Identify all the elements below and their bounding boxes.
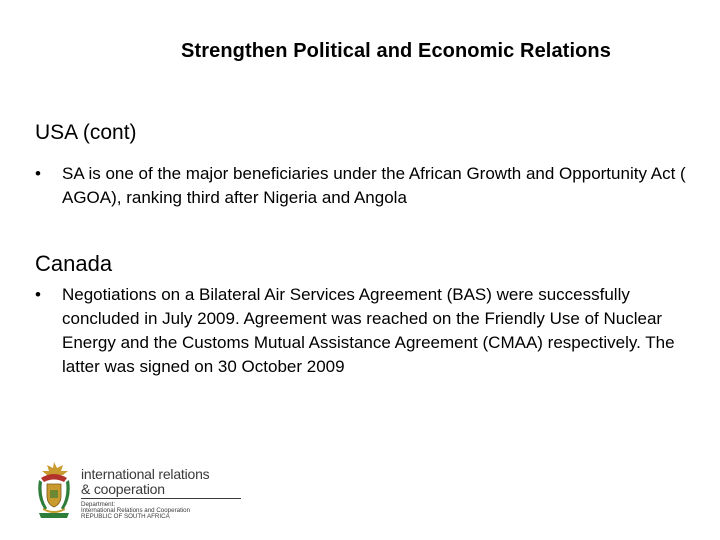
bullet-item-canada: [35, 283, 695, 379]
bullet-marker: •: [35, 164, 41, 183]
dirco-logo: [33, 460, 213, 520]
section-heading-canada: Canada: [35, 251, 113, 276]
logo-country-name: REPUBLIC OF SOUTH AFRICA: [81, 513, 170, 520]
logo-line-international-relations: international relations: [81, 466, 210, 482]
logo-divider: [81, 498, 241, 499]
bullet-item-usa: [35, 162, 695, 210]
coat-of-arms-icon: [33, 460, 75, 520]
bullet-text: Negotiations on a Bilateral Air Services Agreement (BAS) were successfully concluded in July 2009. Agreement was reached on the Friendly Use of Nuclear Energy and the Customs Mutual Assistance Agreement (CMAA) respectively. The latter was signed on 30 October 2009: [62, 285, 675, 376]
bullet-text: SA is one of the major beneficiaries under the African Growth and Opportunity Act ( AGOA), ranking third after Nigeria and Angola: [62, 164, 686, 207]
logo-department-label: Department:: [81, 501, 116, 508]
bullet-marker: •: [35, 285, 41, 304]
section-heading-usa: USA (cont): [35, 121, 137, 144]
logo-department-name: International Relations and Cooperation: [81, 507, 191, 514]
logo-line-cooperation: & cooperation: [81, 481, 165, 497]
slide-title: Strengthen Political and Economic Relations: [181, 40, 611, 62]
